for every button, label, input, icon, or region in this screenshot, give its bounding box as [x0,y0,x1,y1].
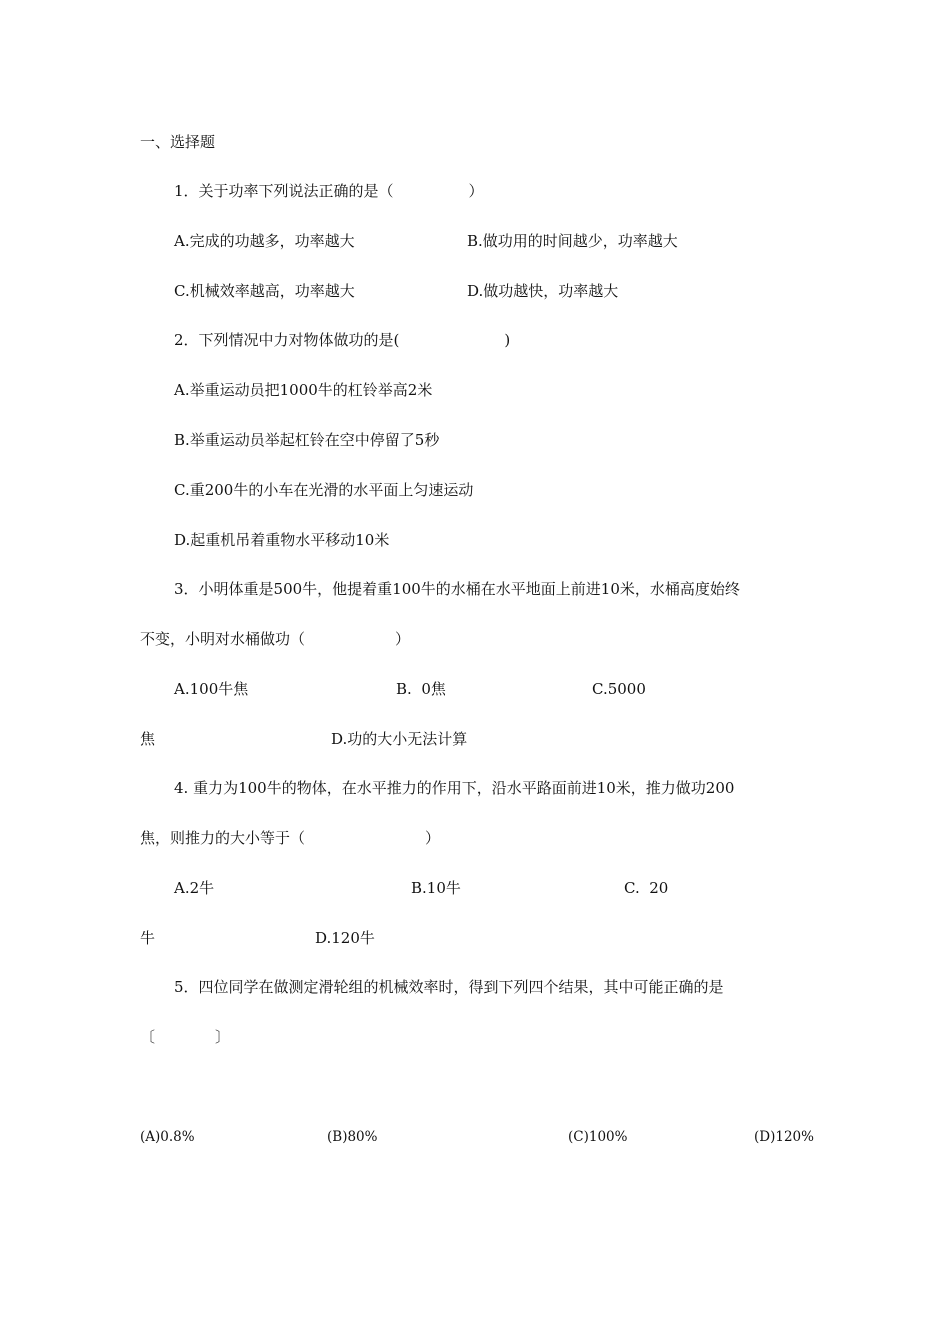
question-5-option-b: (B)80% [327,1129,378,1145]
question-3-stem-line-2: 不变，小明对水桶做功（ ） [140,630,411,648]
question-2-option-c: C.重200牛的小车在光滑的水平面上匀速运动 [174,481,474,499]
question-2-stem: 2．下列情况中力对物体做功的是( ) [174,331,511,349]
question-4-option-a: A.2牛 [174,879,215,897]
question-2-option-b: B.举重运动员举起杠铃在空中停留了5秒 [174,431,440,449]
question-4-stem-line-2: 焦，则推力的大小等于（ ） [140,829,441,847]
section-title: 一、选择题 [140,133,216,151]
question-5-stem-line-2: 〔 〕 [140,1028,231,1046]
question-5-option-d: (D)120% [754,1129,814,1145]
question-5-option-a: (A)0.8% [140,1129,195,1145]
question-3-option-c-wrap: 焦 [140,730,156,748]
question-4-option-c: C. 20 [624,879,669,897]
question-4-option-b: B.10牛 [411,879,461,897]
question-4-stem-line-1: 4. 重力为100牛的物体，在水平推力的作用下，沿水平路面前进10米，推力做功200 [174,779,735,797]
question-4-option-d: D.120牛 [315,929,375,947]
question-1-option-d: D.做功越快，功率越大 [467,282,619,300]
question-2-option-a: A.举重运动员把1000牛的杠铃举高2米 [174,381,433,399]
question-2-option-d: D.起重机吊着重物水平移动10米 [174,531,390,549]
question-4-option-c-wrap: 牛 [140,929,156,947]
question-5-stem-line-1: 5．四位同学在做测定滑轮组的机械效率时，得到下列四个结果，其中可能正确的是 [174,978,724,996]
question-1-option-b: B.做功用的时间越少，功率越大 [467,232,678,250]
question-3-option-a: A.100牛焦 [174,680,249,698]
question-3-option-d: D.功的大小无法计算 [331,730,468,748]
question-5-option-c: (C)100% [568,1129,628,1145]
question-1-option-a: A.完成的功越多，功率越大 [174,232,355,250]
question-1-stem: 1．关于功率下列说法正确的是（ ） [174,182,484,200]
question-3-option-c: C.5000 [592,680,646,698]
question-3-stem-line-1: 3．小明体重是500牛，他提着重100牛的水桶在水平地面上前进10米，水桶高度始终 [174,580,740,598]
question-3-option-b: B. 0焦 [396,680,446,698]
question-1-option-c: C.机械效率越高，功率越大 [174,282,355,300]
